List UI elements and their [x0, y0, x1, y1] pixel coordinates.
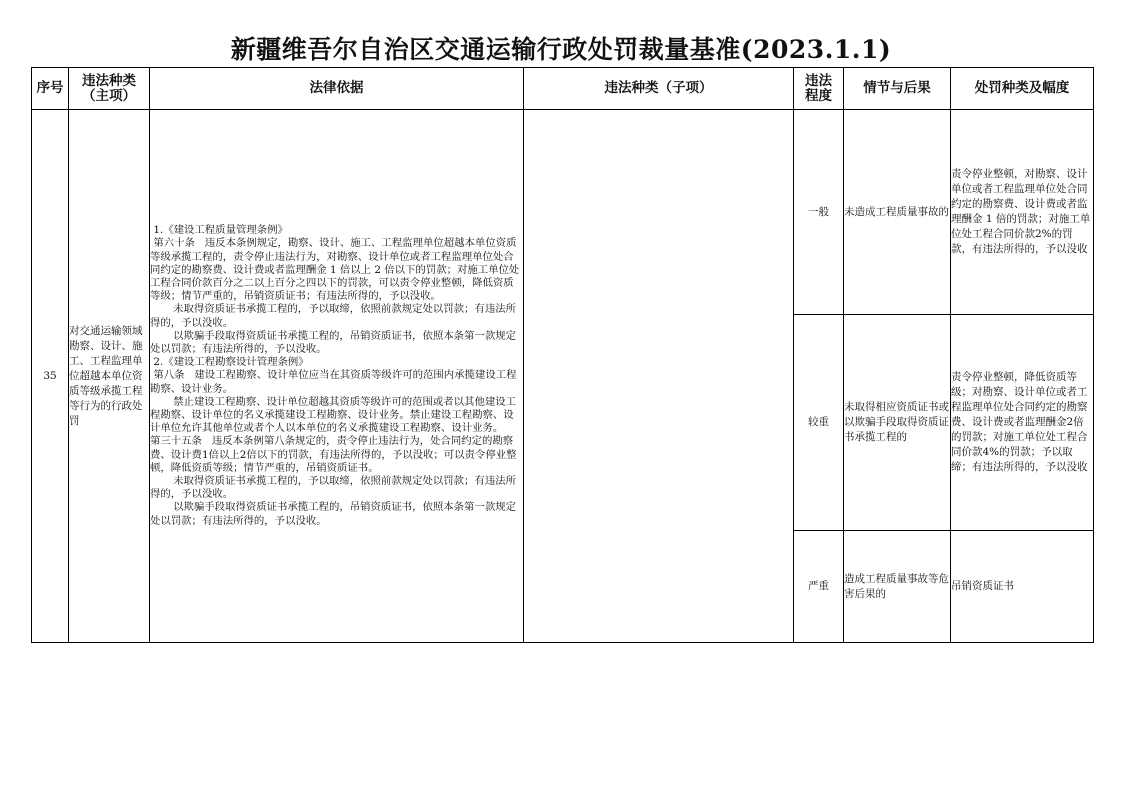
level-circumstance: 未取得相应资质证书或以欺骗手段取得资质证书承揽工程的	[844, 315, 951, 531]
legal-line: 第三十五条 违反本条例第八条规定的，责令停止违法行为，处合同约定的勘察费、设计费1倍以上2倍以下的罚款，有违法所得的，予以没收；可以责令停业整顿，降低资质等级；情节严重的，吊销资质证书。	[150, 435, 517, 474]
header-sub-category: 违法种类（子项）	[524, 68, 794, 110]
header-penalty: 处罚种类及幅度	[951, 68, 1094, 110]
legal-line: 1.《建设工程质量管理条例》	[150, 224, 288, 237]
header-seq: 序号	[32, 68, 69, 110]
penalty-standard-table	[31, 67, 1094, 643]
header-degree: 违法程度	[794, 68, 844, 110]
legal-line: 未取得资质证书承揽工程的，予以取缔，依照前款规定处以罚款；有违法所得的，予以没收。	[150, 475, 517, 501]
legal-line: 以欺骗手段取得资质证书承揽工程的，吊销资质证书，依照本条第一款规定处以罚款；有违法所得的，予以没收。	[150, 501, 517, 527]
level-penalty: 吊销资质证书	[951, 531, 1094, 643]
table-header-row	[32, 68, 1094, 110]
level-degree: 严重	[794, 531, 844, 643]
level-degree: 一般	[794, 110, 844, 315]
row-sub-category	[524, 110, 794, 643]
header-legal-basis: 法律依据	[150, 68, 524, 110]
row-legal-basis	[150, 110, 524, 643]
level-penalty: 责令停业整顿，降低资质等级；对勘察、设计单位或者工程监理单位处合同约定的勘察费、设计费或者监理酬金2倍的罚款；对施工单位处工程合同价款4%的罚款；予以取缔；有违法所得的，予以没收	[951, 315, 1094, 531]
legal-line: 2.《建设工程勘察设计管理条例》	[150, 356, 309, 369]
legal-line: 第六十条 违反本条例规定，勘察、设计、施工、工程监理单位超越本单位资质等级承揽工程的，责令停止违法行为，对勘察、设计单位或者工程监理单位处合同约定的勘察费、设计费或者监理酬金 1 倍以上 2 倍以下的罚款；对施工单位处工程合同价款百分之二以上百分之四以下的罚款，可以责令停业整顿，降低资质等级；情节严重的，吊销资质证书；有违法所得的，予以没收。	[150, 237, 520, 303]
row-main-category: 对交通运输领域勘察、设计、施工、工程监理单位超越本单位资质等级承揽工程等行为的行政处罚	[69, 110, 150, 643]
level-degree: 较重	[794, 315, 844, 531]
row-seq: 35	[32, 110, 69, 643]
legal-line: 第八条 建设工程勘察、设计单位应当在其资质等级许可的范围内承揽建设工程勘察、设计业务。	[150, 369, 517, 395]
header-main-category: 违法种类（主项）	[69, 68, 150, 110]
page-title: 新疆维吾尔自治区交通运输行政处罚裁量基准(2023.1.1)	[230, 35, 892, 64]
level-penalty: 责令停业整顿，对勘察、设计单位或者工程监理单位处合同约定的勘察费、设计费或者监理酬金 1 倍的罚款；对施工单位处工程合同价款2%的罚款，有违法所得的，予以没收	[951, 110, 1094, 315]
level-circumstance: 未造成工程质量事故的	[844, 110, 951, 315]
legal-line: 禁止建设工程勘察、设计单位超越其资质等级许可的范围或者以其他建设工程勘察、设计单位的名义承揽建设工程勘察、设计业务。禁止建设工程勘察、设计单位允许其他单位或者个人以本单位的名义承揽建设工程勘察、设计业务。	[150, 395, 517, 435]
level-circumstance: 造成工程质量事故等危害后果的	[844, 531, 951, 643]
legal-line: 未取得资质证书承揽工程的，予以取缔，依照前款规定处以罚款；有违法所得的，予以没收。	[150, 303, 517, 329]
table-row	[32, 110, 1094, 315]
legal-line: 以欺骗手段取得资质证书承揽工程的，吊销资质证书，依照本条第一款规定处以罚款；有违法所得的，予以没收。	[150, 329, 517, 355]
header-circumstance: 情节与后果	[844, 68, 951, 110]
